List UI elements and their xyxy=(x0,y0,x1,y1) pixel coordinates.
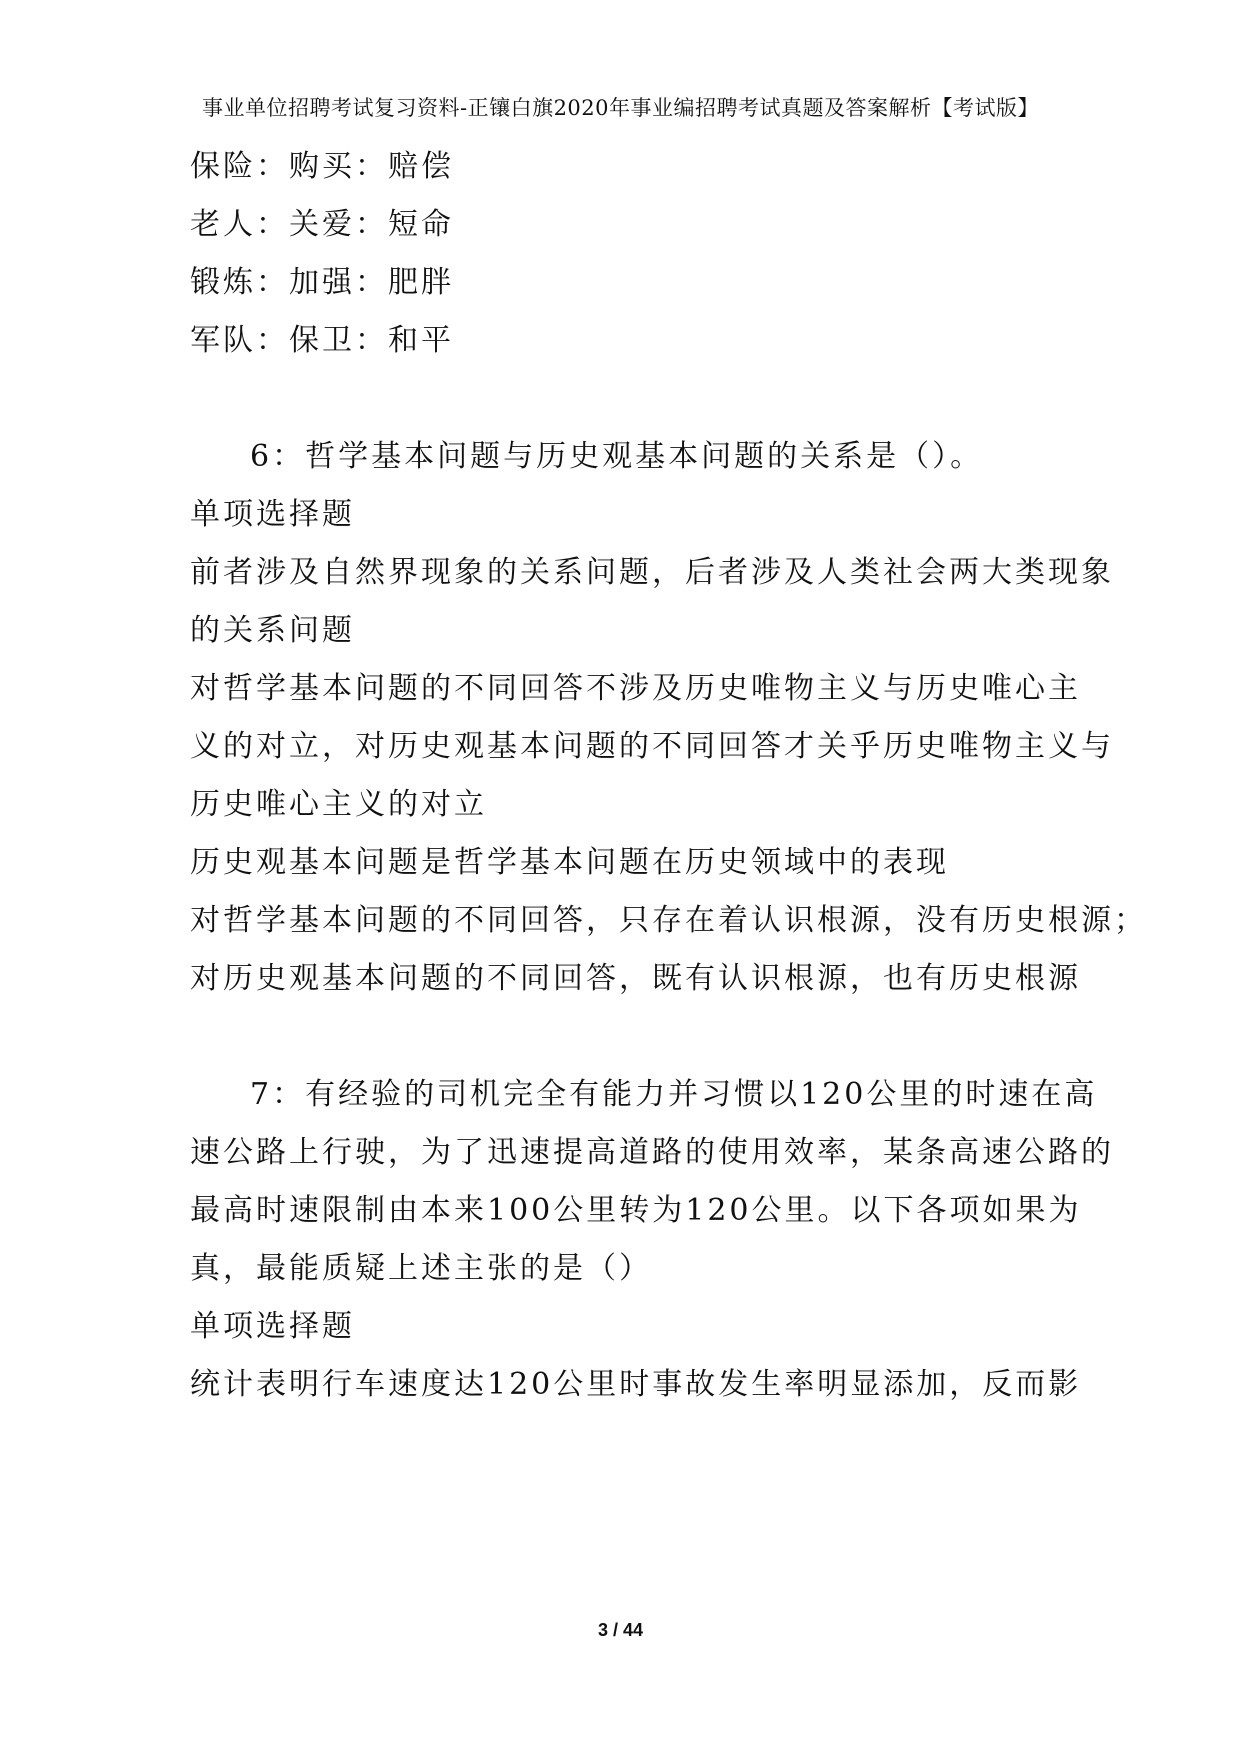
page-number: 3 / 44 xyxy=(597,1620,644,1640)
question-6-text-line: 前者涉及自然界现象的关系问题，后者涉及人类社会两大类现象 xyxy=(190,555,1114,590)
question-6-type: 单项选择题 xyxy=(190,497,355,532)
question-7-type: 单项选择题 xyxy=(190,1309,355,1344)
question-6-text-line: 的关系问题 xyxy=(190,613,355,648)
question-6-text-line: 历史观基本问题是哲学基本问题在历史领域中的表现 xyxy=(190,845,949,880)
option-line: 军队：保卫：和平 xyxy=(190,323,454,358)
option-line: 保险：购买：赔偿 xyxy=(190,149,454,184)
page-header: 事业单位招聘考试复习资料-正镶白旗2020年事业编招聘考试真题及答案解析【考试版】 xyxy=(201,96,1040,120)
question-6-stem: 6：哲学基本问题与历史观基本问题的关系是（）。 xyxy=(250,439,984,474)
question-6-text-line: 历史唯心主义的对立 xyxy=(190,787,487,822)
question-7-stem-line: 速公路上行驶，为了迅速提高道路的使用效率，某条高速公路的 xyxy=(190,1135,1114,1170)
question-7-stem-line: 最高时速限制由本来100公里转为120公里。以下各项如果为 xyxy=(190,1193,1082,1228)
question-7-stem: 7：有经验的司机完全有能力并习惯以120公里的时速在高 xyxy=(250,1077,1098,1112)
question-7-text-line: 统计表明行车速度达120公里时事故发生率明显添加，反而影 xyxy=(190,1367,1082,1402)
option-line: 老人：关爱：短命 xyxy=(190,207,454,242)
question-6-text-line: 义的对立，对历史观基本问题的不同回答才关乎历史唯物主义与 xyxy=(190,729,1114,764)
question-6-text-line: 对哲学基本问题的不同回答不涉及历史唯物主义与历史唯心主 xyxy=(190,671,1081,706)
question-6-text-line: 对哲学基本问题的不同回答，只存在着认识根源，没有历史根源； xyxy=(190,903,1147,938)
option-line: 锻炼：加强：肥胖 xyxy=(190,265,454,300)
question-7-stem-line: 真，最能质疑上述主张的是（） xyxy=(190,1251,652,1286)
question-6-text-line: 对历史观基本问题的不同回答，既有认识根源，也有历史根源 xyxy=(190,961,1081,996)
